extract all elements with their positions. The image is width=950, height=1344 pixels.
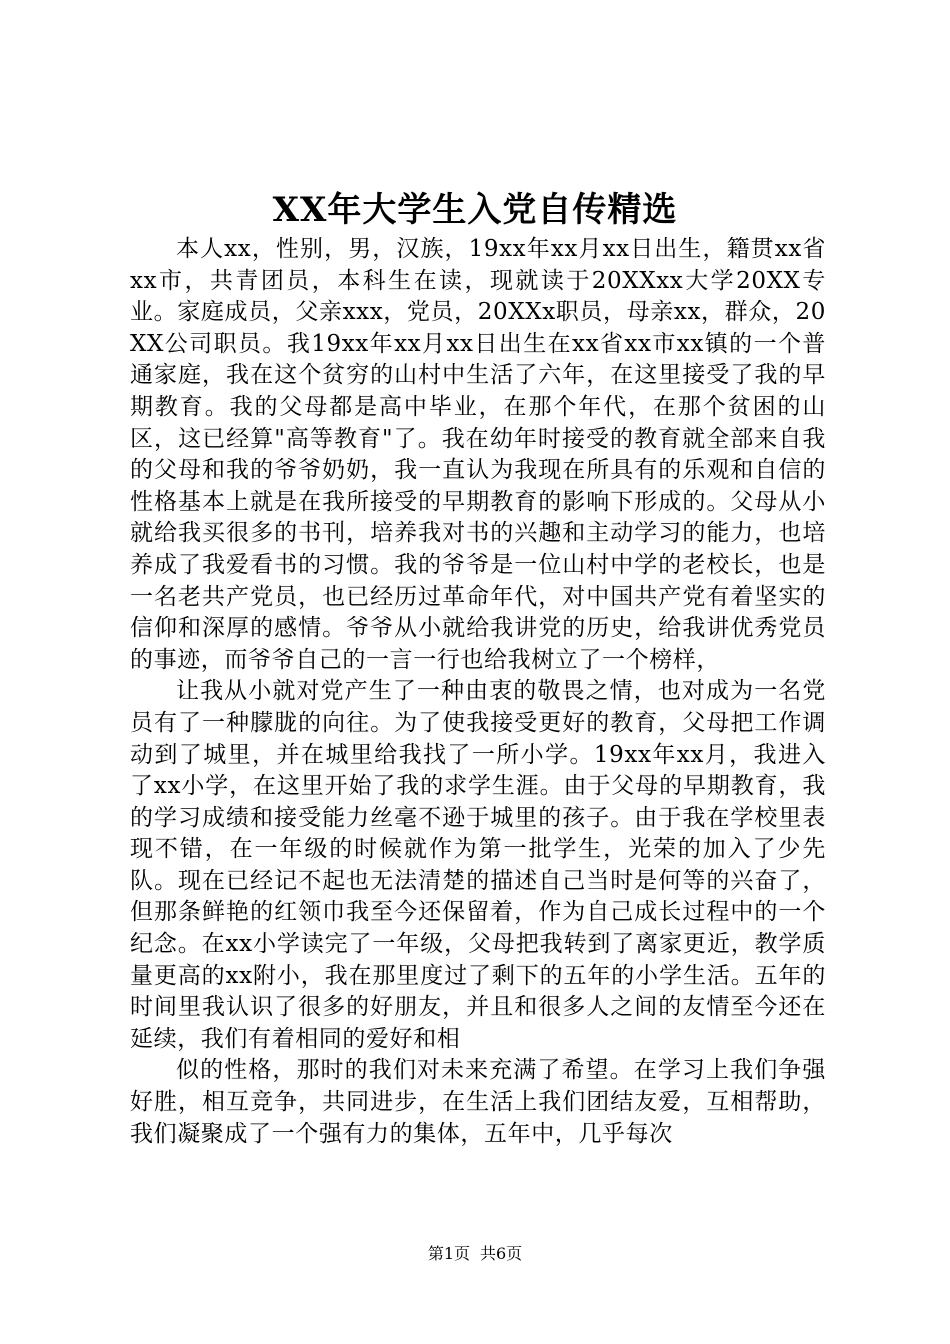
page-total: 共6页 — [480, 1244, 523, 1263]
document-title: XX年大学生入党自传精选 — [272, 190, 678, 230]
paragraph-3: 似的性格，那时的我们对未来充满了希望。在学习上我们争强好胜，相互竞争，共同进步，在生活上我们团结友爱，互相帮助，我们凝聚成了一个强有力的集体，五年中，几乎每次 — [130, 1057, 826, 1147]
paragraph-2: 让我从小就对党产生了一种由衷的敬畏之情，也对成为一名党员有了一种朦胧的向往。为了使我接受更好的教育，父母把工作调动到了城里，并在城里给我找了一所小学。19xx年xx月，我进入了xx小学，在这里开始了我的求学生涯。由于父母的早期教育，我的学习成绩和接受能力丝毫不逊于城里的孩子。由于我在学校里表现不错，在一年级的时候就作为第一批学生，光荣的加入了少先队。现在已经记不起也无法清楚的描述自己当时是何等的兴奋了，但那条鲜艳的红领巾我至今还保留着，作为自己成长过程中的一个纪念。在xx小学读完了一年级，父母把我转到了离家更近，教学质量更高的xx附小，我在那里度过了剩下的五年的小学生活。五年的时间里我认识了很多的好朋友，并且和很多人之间的友情至今还在延续，我们有着相同的爱好和相 — [130, 678, 826, 1052]
paragraph-1: 本人xx，性别，男，汉族，19xx年xx月xx日出生，籍贯xx省xx市，共青团员，本科生在读，现就读于20XXxx大学20XX专业。家庭成员，父亲xxx，党员，20XXx职员，母亲xx，群众，20XX公司职员。我19xx年xx月xx日出生在xx省xx市xx镇的一个普通家庭，我在这个贫穷的山村中生活了六年，在这里接受了我的早期教育。我的父母都是高中毕业，在那个年代，在那个贫困的山区，这已经算"高等教育"了。我在幼年时接受的教育就全部来自我的父母和我的爷爷奶奶，我一直认为我现在所具有的乐观和自信的性格基本上就是在我所接受的早期教育的影响下形成的。父母从小就给我买很多的书刊，培养我对书的兴趣和主动学习的能力，也培养成了我爱看书的习惯。我的爷爷是一位山村中学的老校长，也是一名老共产党员，也已经历过革命年代，对中国共产党有着坚实的信仰和深厚的感情。爷爷从小就给我讲党的历史，给我讲优秀党员的事迹，而爷爷自己的一言一行也给我树立了一个榜样， — [130, 236, 826, 673]
page-number: 第1页 — [427, 1244, 470, 1263]
page-footer — [0, 1243, 950, 1265]
document-body — [130, 234, 826, 1150]
